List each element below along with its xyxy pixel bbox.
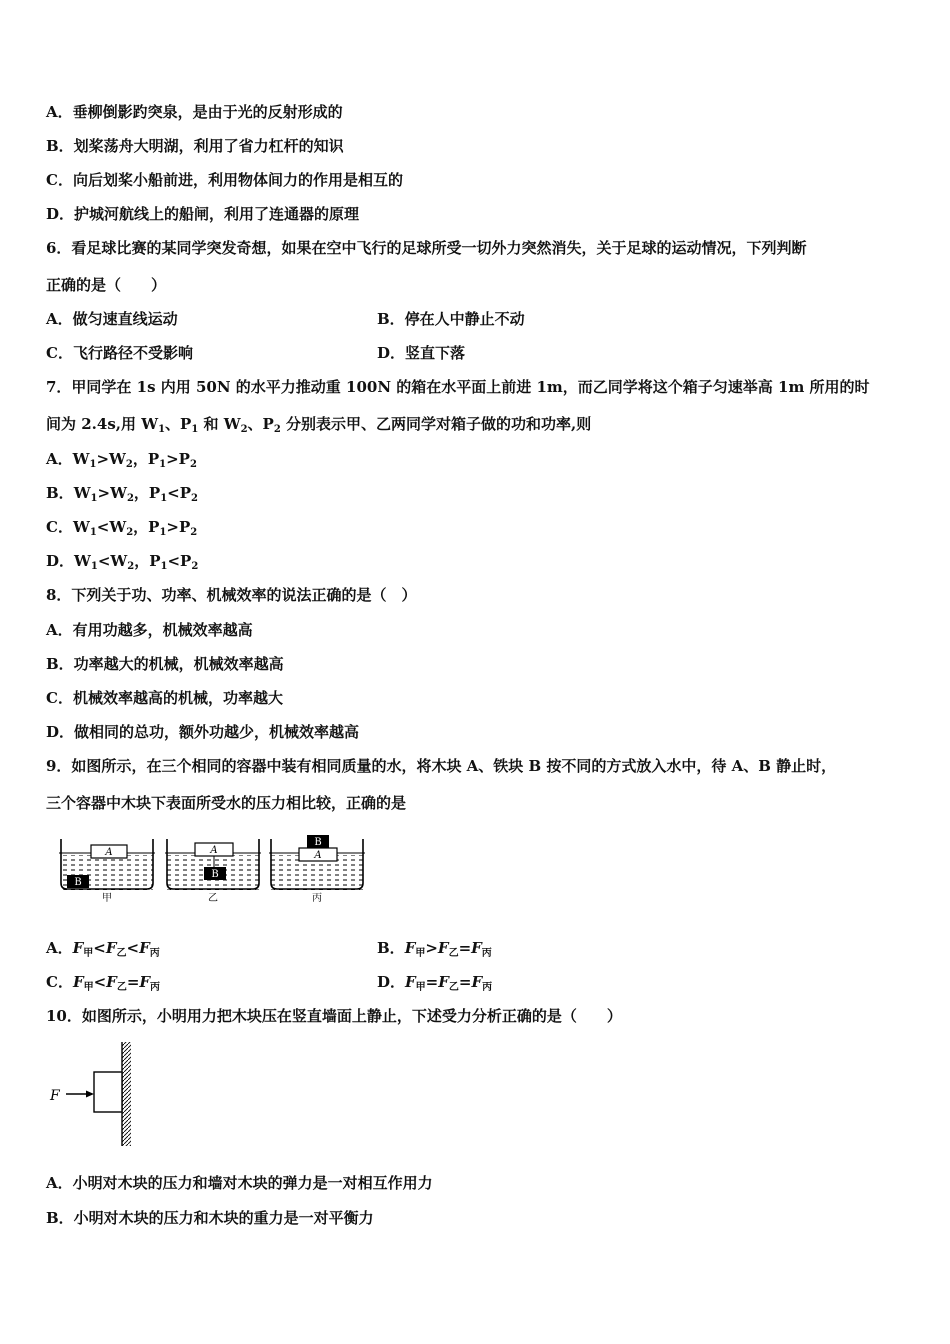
q5-option-b: B．划桨荡舟大明湖，利用了省力杠杆的知识 <box>46 137 344 155</box>
q8-option-d: D．做相同的总功，额外功越少，机械效率越高 <box>46 723 360 741</box>
q9-stem-line2: 三个容器中木块下表面所受水的压力相比较，正确的是 <box>46 794 407 812</box>
caption-yi: 乙 <box>208 893 218 904</box>
q10-stem: 10．如图所示，小明用力把木块压在竖直墙面上静止，下述受力分析正确的是（ ） <box>46 1007 622 1025</box>
label-b-yi: B <box>211 869 219 880</box>
q8-option-a: A．有用功越多，机械效率越高 <box>46 621 253 639</box>
label-a-yi: A <box>210 845 218 856</box>
q5-option-c: C．向后划桨小船前进，利用物体间力的作用是相互的 <box>46 171 403 189</box>
q10-option-b: B．小明对木块的压力和木块的重力是一对平衡力 <box>46 1209 374 1227</box>
wooden-block <box>94 1072 122 1112</box>
label-b-bing: B <box>314 837 322 848</box>
q6-stem-line1: 6．看足球比赛的某同学突发奇想，如果在空中飞行的足球所受一切外力突然消失，关于足球的运动情况，下列判断 <box>46 239 807 257</box>
q7-stem-line1: 7．甲同学在 1s 内用 50N 的水平力推动重 100N 的箱在水平面上前进 1m，而乙同学将这个箱子匀速举高 1m 所用的时 <box>46 378 870 396</box>
container-yi <box>165 839 261 904</box>
q6-stem-line2: 正确的是（ ） <box>46 276 167 294</box>
q7-option-c: C．$W_1<W_2$，$P_1>P_2$ <box>46 518 198 538</box>
force-label: F <box>50 1088 60 1104</box>
caption-bing: 丙 <box>312 893 322 904</box>
q6-option-a: A．做匀速直线运动 <box>46 310 178 328</box>
q9-stem-line1: 9．如图所示，在三个相同的容器中装有相同质量的水，将木块 A、铁块 B 按不同的方式放入水中，待 A、B 静止时， <box>46 757 837 775</box>
container-bing <box>269 835 365 904</box>
caption-jia: 甲 <box>102 893 112 904</box>
q6-option-d: D．竖直下落 <box>377 344 466 362</box>
q9-containers-figure <box>55 833 375 905</box>
q6-option-b: B．停在人中静止不动 <box>377 310 525 328</box>
q5-option-a: A．垂柳倒影趵突泉，是由于光的反射形成的 <box>46 103 343 121</box>
q9-option-d: D．$F_甲=F_乙=F_丙$ <box>377 973 493 993</box>
q10-wall-figure <box>44 1040 144 1148</box>
q7-option-b: B．$W_1>W_2$，$P_1<P_2$ <box>46 484 198 504</box>
wall <box>122 1042 131 1146</box>
arrowhead-icon <box>86 1091 94 1098</box>
q7-option-d: D．$W_1<W_2$，$P_1<P_2$ <box>46 552 199 572</box>
q5-option-d: D．护城河航线上的船闸，利用了连通器的原理 <box>46 205 360 223</box>
container-jia <box>59 839 155 904</box>
q6-option-c: C．飞行路径不受影响 <box>46 344 193 362</box>
label-b-jia: B <box>74 877 82 888</box>
q10-option-a: A．小明对木块的压力和墙对木块的弹力是一对相互作用力 <box>46 1174 433 1192</box>
q7-option-a: A．$W_1>W_2$，$P_1>P_2$ <box>46 450 197 470</box>
q9-option-a: A．$F_甲<F_乙<F_丙$ <box>46 939 160 959</box>
q9-option-b: B．$F_甲>F_乙=F_丙$ <box>377 939 492 959</box>
q7-stem-line2: 间为 2.4s,用 $W_1$、$P_1$ 和 $W_2$、$P_2$ 分别表示甲、乙两同学对箱子做的功和功率,则 <box>46 415 592 435</box>
q8-option-b: B．功率越大的机械，机械效率越高 <box>46 655 284 673</box>
label-a-jia: A <box>105 847 113 858</box>
q9-option-c: C．$F_甲<F_乙=F_丙$ <box>46 973 161 993</box>
q8-option-c: C．机械效率越高的机械，功率越大 <box>46 689 283 707</box>
label-a-bing: A <box>314 850 322 861</box>
q8-stem: 8．下列关于功、功率、机械效率的说法正确的是（ ） <box>46 586 417 604</box>
